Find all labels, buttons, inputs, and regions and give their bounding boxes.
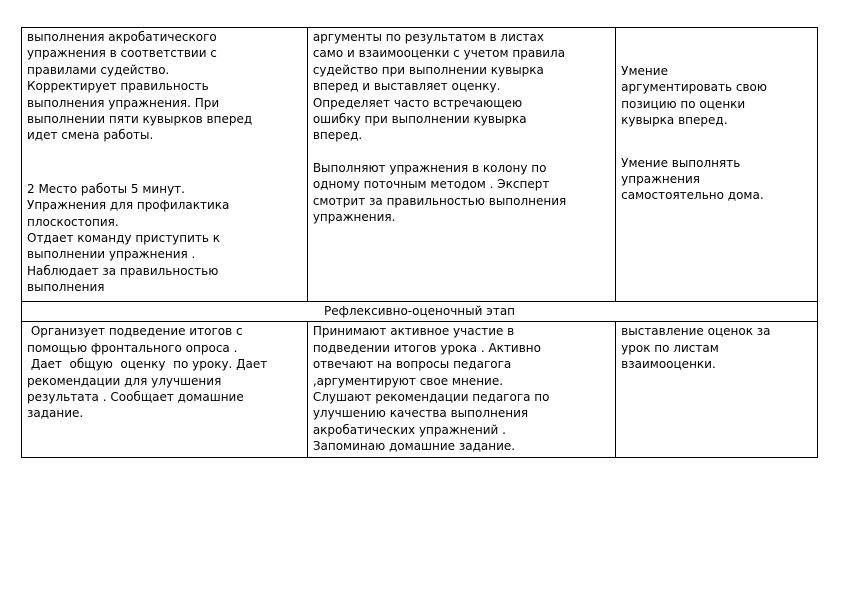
outcome-cell <box>616 322 818 457</box>
text-line: смотрит за правильностью выполнения <box>312 193 567 208</box>
stage-title: Рефлексивно-оценочный этап <box>22 302 818 322</box>
text-line: судейство при выполнении кувырка <box>312 62 544 77</box>
text-block <box>313 160 610 226</box>
table-row <box>22 28 818 302</box>
text-line: Организует подведение итогов с <box>27 324 243 339</box>
text-line: взаимооценки. <box>621 357 716 372</box>
stage-header-row <box>22 302 818 322</box>
text-line: Дает общую оценку по уроку. Дает <box>27 357 268 372</box>
text-line: подведении итогов урока . Активно <box>312 340 541 355</box>
text-line: Упражнения для профилактика <box>27 198 230 213</box>
lesson-plan-table <box>21 27 818 458</box>
text-line: кувырка вперед. <box>621 113 728 128</box>
text-line: Принимают активное участие в <box>312 324 515 339</box>
text-line: плоскостопия. <box>27 214 119 229</box>
text-line: аргументы по результатом в листах <box>312 30 544 44</box>
teacher-activity-cell <box>22 322 308 457</box>
text-line: Корректирует правильность <box>27 79 209 94</box>
text-block <box>313 29 610 144</box>
text-line: выполнении упражнения . <box>27 247 196 262</box>
text-line: вперед и выставляет оценку. <box>312 79 501 94</box>
text-line: вперед. <box>312 128 363 143</box>
text-line: помощью фронтального опроса . <box>27 340 238 355</box>
text-line: задание. <box>27 406 84 421</box>
text-line: одному поточным методом . Эксперт <box>312 177 550 192</box>
text-line: само и взаимооценки с учетом правила <box>312 46 566 61</box>
text-line: Наблюдает за правильностью <box>27 263 219 278</box>
text-line: упражнения. <box>312 210 396 225</box>
text-block <box>27 29 302 144</box>
student-activity-cell <box>307 28 615 302</box>
text-line: аргументировать свою <box>621 80 767 95</box>
text-line: ,аргументируют свое мнение. <box>312 373 504 388</box>
text-line: отвечают на вопросы педагога <box>312 357 512 372</box>
text-line: выполнении пяти кувырков вперед <box>27 112 253 127</box>
text-line: Слушают рекомендации педагога по <box>312 390 550 405</box>
text-line: рекомендации для улучшения <box>27 373 222 388</box>
text-line: выполнения упражнения. При <box>27 95 220 110</box>
text-line: правилами судейство. <box>27 62 170 77</box>
teacher-activity-cell <box>22 28 308 302</box>
text-line: Отдает команду приступить к <box>27 231 221 246</box>
student-activity-cell <box>307 322 615 457</box>
text-line: позицию по оценки <box>621 96 746 111</box>
text-line: выполнения <box>27 280 105 295</box>
text-line: ошибку при выполнении кувырка <box>312 112 527 127</box>
text-line: результата . Сообщает домашние <box>27 390 244 405</box>
text-line: Выполняют упражнения в колону по <box>312 160 547 175</box>
text-block <box>621 155 812 204</box>
text-line: самостоятельно дома. <box>621 188 764 203</box>
text-line: выполнения акробатического <box>27 30 217 44</box>
text-line: Определяет часто встречающею <box>312 95 523 110</box>
text-line: 2 Место работы 5 минут. <box>27 181 185 196</box>
text-line: выставление оценок за <box>621 324 771 339</box>
text-line: урок по листам <box>621 340 719 355</box>
text-line: Умение <box>621 64 668 78</box>
text-line: Умение выполнять <box>621 155 741 170</box>
text-line: упражнения <box>621 172 700 187</box>
table-row <box>22 322 818 457</box>
text-block <box>27 181 302 296</box>
text-line: Запоминаю домашние задание. <box>312 439 516 454</box>
text-line: улучшению качества выполнения <box>312 406 529 421</box>
text-block <box>621 63 812 129</box>
text-line: акробатических упражнений . <box>312 422 506 437</box>
outcome-cell <box>616 28 818 302</box>
text-line: упражнения в соответствии с <box>27 46 217 61</box>
text-line: идет смена работы. <box>27 128 154 143</box>
